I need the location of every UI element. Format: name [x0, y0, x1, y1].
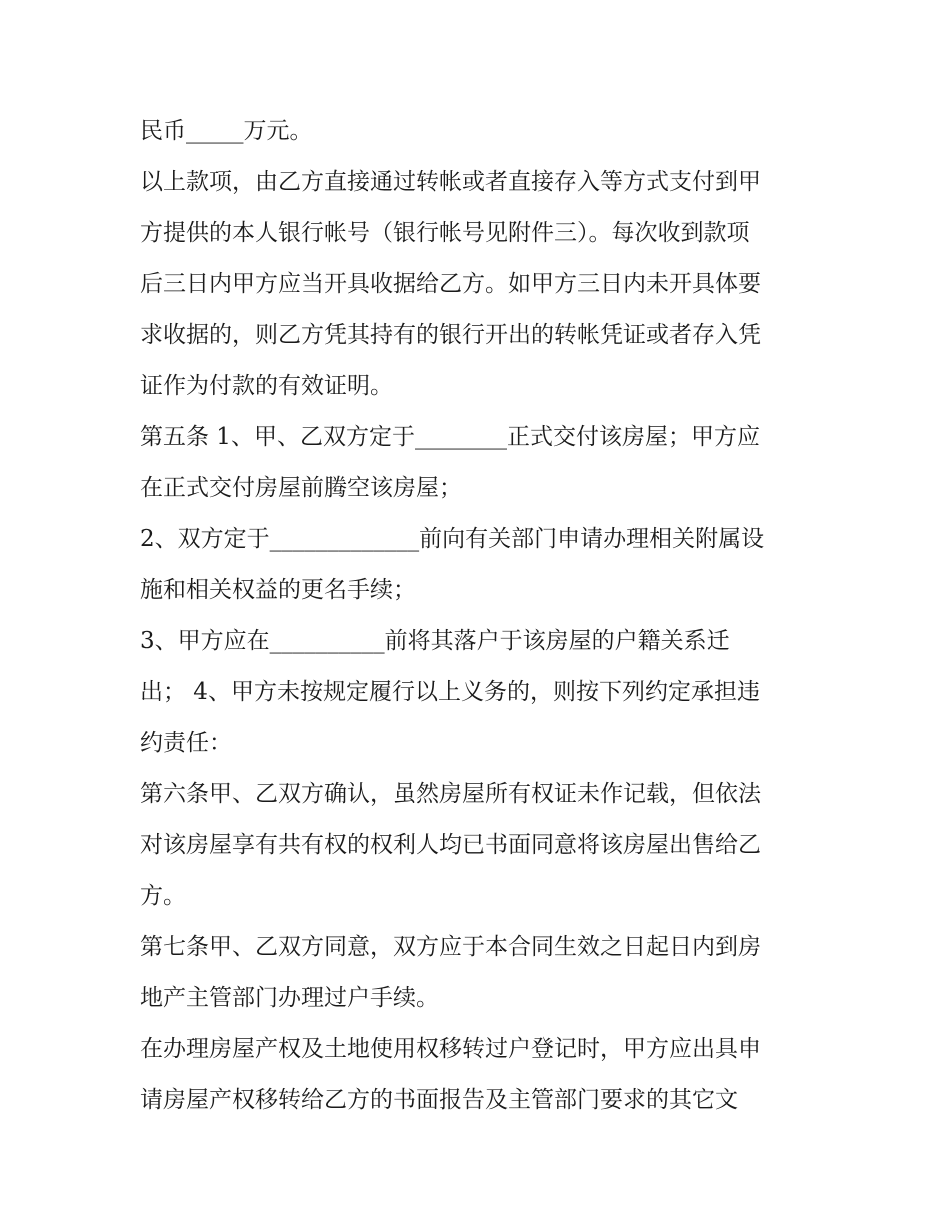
text-line: 地产主管部门办理过户手续。 — [140, 985, 439, 1011]
text-line: 以上款项，由乙方直接通过转帐或者直接存入等方式支付到甲 — [140, 169, 761, 195]
text-line: 第五条 1、甲、乙双方定于________正式交付该房屋；甲方应 — [140, 424, 760, 450]
text-line: 约责任： — [140, 730, 232, 756]
text-line: 施和相关权益的更名手续； — [140, 577, 416, 603]
text-line: 3、甲方应在__________前将其落户于该房屋的户籍关系迁 — [140, 628, 730, 654]
text-line: 方提供的本人银行帐号（银行帐号见附件三）。每次收到款项 — [140, 220, 750, 246]
text-line: 第六条甲、乙双方确认，虽然房屋所有权证未作记载，但依法 — [140, 781, 761, 807]
text-line: 第七条甲、乙双方同意，双方应于本合同生效之日起日内到房 — [140, 934, 761, 960]
text-line: 出； 4、甲方未按规定履行以上义务的，则按下列约定承担违 — [140, 679, 760, 705]
text-line: 对该房屋享有共有权的权利人均已书面同意将该房屋出售给乙 — [140, 832, 761, 858]
text-line: 方。 — [140, 883, 186, 909]
text-line: 后三日内甲方应当开具收据给乙方。如甲方三日内未开具体要 — [140, 271, 761, 297]
text-line: 在正式交付房屋前腾空该房屋； — [140, 475, 462, 501]
text-line: 求收据的，则乙方凭其持有的银行开出的转帐凭证或者存入凭 — [140, 322, 761, 348]
text-line: 民币_____万元。 — [140, 118, 313, 144]
text-line: 请房屋产权移转给乙方的书面报告及主管部门要求的其它文 — [140, 1087, 738, 1113]
document-body — [140, 106, 820, 1126]
text-line: 证作为付款的有效证明。 — [140, 373, 393, 399]
text-line: 2、双方定于_____________前向有关部门申请办理相关附属设 — [140, 526, 765, 552]
text-line: 在办理房屋产权及土地使用权移转过户登记时，甲方应出具申 — [140, 1036, 761, 1062]
